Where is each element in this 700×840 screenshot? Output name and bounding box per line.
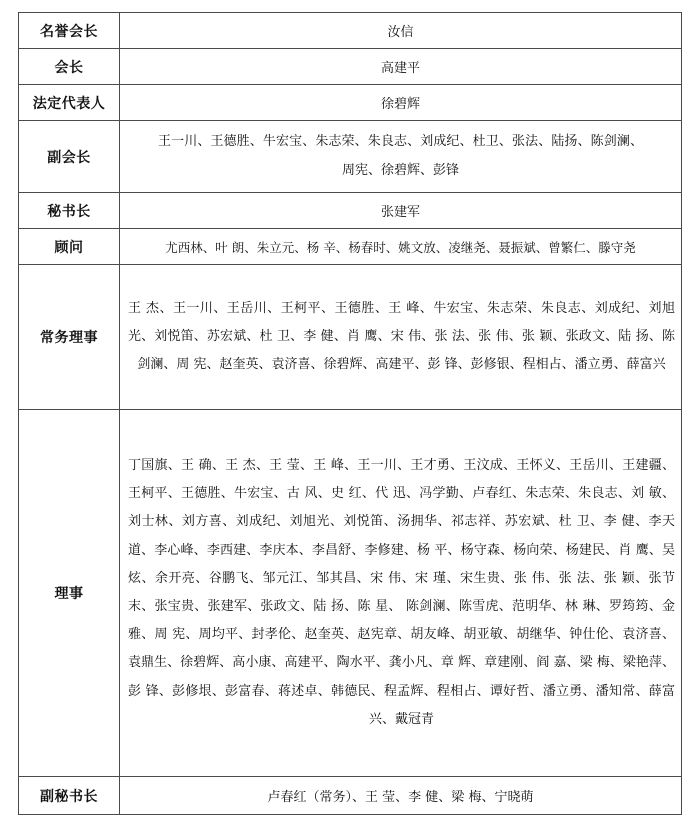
table-row bbox=[19, 193, 682, 229]
table-row bbox=[19, 410, 682, 777]
names-cell: 高建平 bbox=[120, 49, 682, 85]
table-row bbox=[19, 13, 682, 49]
council-roster-table bbox=[18, 12, 682, 815]
table-row bbox=[19, 121, 682, 193]
role-cell: 会长 bbox=[19, 49, 120, 85]
names-cell: 徐碧辉 bbox=[120, 85, 682, 121]
role-cell: 法定代表人 bbox=[19, 85, 120, 121]
names-cell: 王一川、王德胜、牛宏宝、朱志荣、朱良志、刘成纪、杜卫、张法、陆扬、陈剑澜、周宪、徐碧辉、彭锋 bbox=[120, 121, 682, 193]
table-row bbox=[19, 49, 682, 85]
table-row bbox=[19, 777, 682, 815]
names-cell: 卢春红（常务）、王 莹、李 健、梁 梅、宁晓萌 bbox=[120, 777, 682, 815]
table-row bbox=[19, 229, 682, 265]
role-cell: 顾问 bbox=[19, 229, 120, 265]
names-cell: 丁国旗、王 确、王 杰、王 莹、王 峰、王一川、王才勇、王汶成、王怀义、王岳川、王建疆、王柯平、王德胜、牛宏宝、古 风、史 红、代 迅、冯学勤、卢春红、朱志荣、朱良志、刘 敏、刘士林、刘方喜、刘成纪、刘旭光、刘悦笛、汤拥华、祁志祥、苏宏斌、杜 卫、李 健、李天道、李心峰、李西建、李庆本、李昌舒、李修建、杨 平、杨守森、杨向荣、杨建民、肖 鹰、吴 炫、余开亮、谷鹏飞、邹元江、邹其昌、宋 伟、宋 瑾、宋生贵、张 伟、张 法、张 颖、张节末、张宝贵、张建军、张政文、陆 扬、陈 星、 陈剑澜、陈雪虎、范明华、林 琳、罗筠筠、金 雅、周 宪、周均平、封孝伦、赵奎英、赵宪章、胡友峰、胡亚敏、胡继华、钟仕伦、袁济喜、袁鼎生、徐碧辉、高小康、高建平、陶水平、龚小凡、章 辉、章建刚、阎 嘉、梁 梅、梁艳萍、彭 锋、彭修垠、彭富春、蒋述卓、韩德民、程孟辉、程相占、谭好哲、潘立勇、潘知常、薛富兴、戴冠青 bbox=[120, 410, 682, 777]
names-cell: 王 杰、王一川、王岳川、王柯平、王德胜、王 峰、牛宏宝、朱志荣、朱良志、刘成纪、刘旭光、刘悦笛、苏宏斌、杜 卫、李 健、肖 鹰、宋 伟、张 法、张 伟、张 颖、张政文、陆 扬、陈剑澜、周 宪、赵奎英、袁济喜、徐碧辉、高建平、彭 锋、彭修银、程相占、潘立勇、薛富兴 bbox=[120, 265, 682, 410]
table-row bbox=[19, 265, 682, 410]
role-cell: 副会长 bbox=[19, 121, 120, 193]
role-cell: 名誉会长 bbox=[19, 13, 120, 49]
role-cell: 副秘书长 bbox=[19, 777, 120, 815]
role-cell: 常务理事 bbox=[19, 265, 120, 410]
role-cell: 秘书长 bbox=[19, 193, 120, 229]
names-cell: 尤西林、叶 朗、朱立元、杨 辛、杨春时、姚文放、凌继尧、聂振斌、曾繁仁、滕守尧 bbox=[120, 229, 682, 265]
role-cell: 理事 bbox=[19, 410, 120, 777]
names-cell: 张建军 bbox=[120, 193, 682, 229]
table-row bbox=[19, 85, 682, 121]
names-cell: 汝信 bbox=[120, 13, 682, 49]
